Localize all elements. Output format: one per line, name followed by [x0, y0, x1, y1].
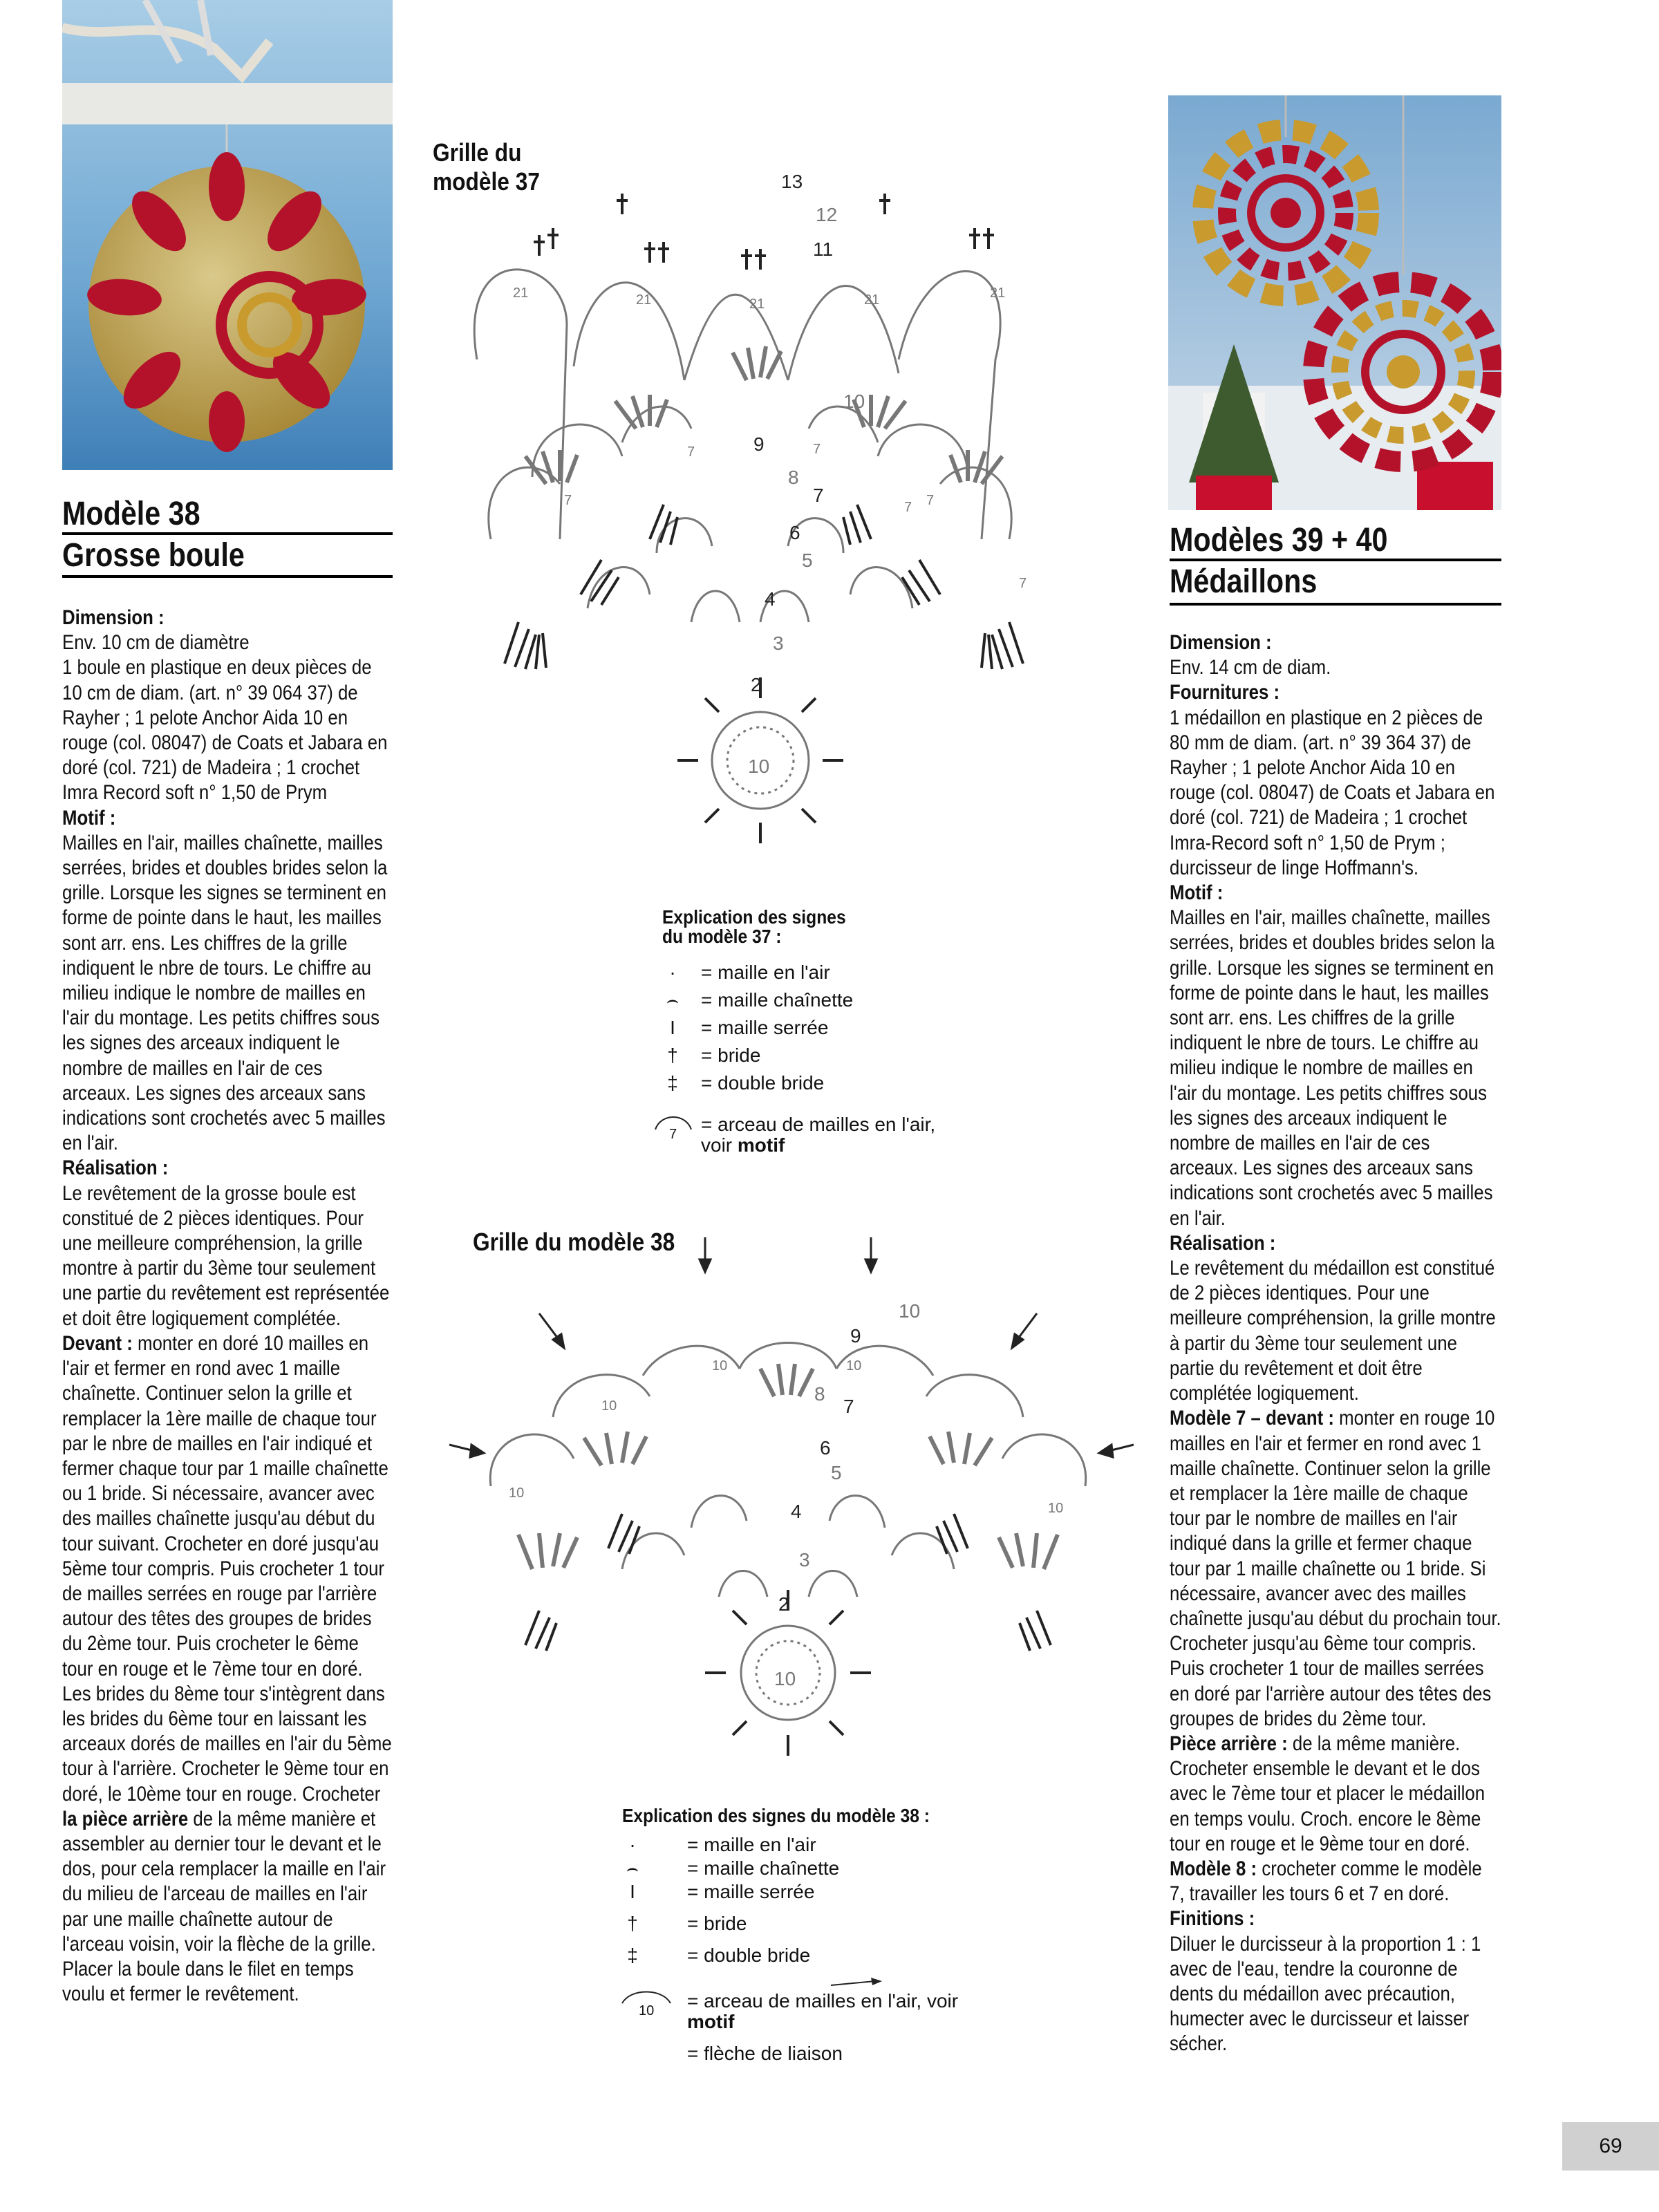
- legend38-text: = maille chaînette: [687, 1857, 840, 1879]
- grid37-round-3: 3: [773, 632, 784, 654]
- instruction-paragraph: [62, 1331, 393, 1807]
- instruction-text: monter en rouge 10 mailles en l'air et fermer en rond avec 1 maille chaînette. Continuer selon la grille et remplacer la 1ère maille de chaque tour par le nombre de mailles en l'air indiqué dans la grille et fermer chaque tour par 1 maille chaînette ou 1 bride. Si nécessaire, avancer avec des mailles chaînette jusqu'au début du prochain tour. Crocheter jusqu'au 6ème tour compris. Puis crocheter 1 tour de mailles serrées en doré par l'arrière autour des têtes des groupes de brides du 2ème tour.: [1170, 1407, 1501, 1730]
- legend37-text: = maille en l'air: [701, 962, 830, 983]
- instruction-text: Diluer le durcisseur à la proportion 1 : 1 avec de l'eau, tendre la couronne de dents du médaillon avec précaution, humecter avec le durcisseur et laisser sécher.: [1170, 1932, 1481, 2056]
- instruction-text: 1 boule en plastique en deux pièces de 10 cm de diam. (art. n° 39 064 37) de Rayher ; 1 pelote Anchor Aida 10 en rouge (col. 08047) de Coats et Jabara en doré (col. 721) de Madeira ; 1 crochet Imra Record soft n° 1,50 de Prym: [62, 656, 388, 805]
- grid37-title-line1: Grille du: [433, 138, 522, 167]
- instruction-label: Dimension :: [62, 606, 165, 629]
- grid38-round-9: 9: [850, 1325, 861, 1347]
- legend37-text: = maille chaînette: [701, 989, 854, 1011]
- grid37-arch-label: 7: [813, 442, 821, 457]
- model38-title-line1: Modèle 38: [62, 496, 200, 532]
- instruction-paragraph: [1170, 1932, 1501, 2057]
- title-rule: [62, 532, 393, 535]
- double-crochet-icon: †: [627, 1913, 638, 1934]
- instruction-label: Motif :: [1170, 881, 1224, 905]
- connection-arrow-icon: [830, 1977, 885, 1991]
- grid38-arch-label: 10: [712, 1358, 728, 1374]
- instruction-paragraph: [1170, 1857, 1501, 1906]
- instruction-label: Modèle 8 :: [1170, 1857, 1257, 1880]
- grid37-arch-label: 7: [926, 493, 935, 508]
- grid37-arch-label: 7: [904, 500, 912, 515]
- grid37-title-line2: modèle 37: [433, 167, 540, 196]
- legend37-heading-line2: du modèle 37 :: [662, 926, 782, 947]
- grid38-round-7: 7: [843, 1396, 854, 1417]
- instruction-text: 1 médaillon en plastique en 2 pièces de 80 mm de diam. (art. n° 39 364 37) de Rayher ; 1 pelote Anchor Aida 10 en rouge (col. 08047) de Coats et Jabara en doré (col. 721) de Madeira ; 1 crochet Imra-Record soft n° 1,50 de Prym ; durcisseur de linge Hoffmann's.: [1170, 706, 1495, 879]
- grid37-round-13: 13: [781, 171, 803, 192]
- legend38-text: = flèche de liaison: [687, 2043, 843, 2064]
- instruction-text: Le revêtement du médaillon est constitué de 2 pièces identiques. Pour une meilleure compréhension, la grille montre à partir du 3ème tour seulement une partie du revêtement et doit être complétée logiquement.: [1170, 1257, 1496, 1405]
- legend38-text-bold: motif: [687, 2011, 735, 2032]
- legend37-text-line2: [701, 1134, 785, 1157]
- slip-stitch-icon: ⌢: [626, 1857, 639, 1879]
- legend37-text-bold: motif: [737, 1134, 785, 1156]
- instruction-paragraph: [1170, 1906, 1501, 1931]
- legend37-text-plain: voir: [701, 1134, 738, 1156]
- legend38: [622, 1804, 1051, 2081]
- treble-crochet-icon: ‡: [627, 1944, 638, 1966]
- title-rule: [1170, 603, 1501, 606]
- instruction-paragraph: [1170, 1256, 1501, 1406]
- legend37-text: = bride: [701, 1044, 761, 1066]
- chain-stitch-icon: ·: [669, 962, 676, 983]
- model39-40-instructions: [1170, 630, 1501, 2057]
- instruction-paragraph: [1170, 630, 1501, 655]
- chain-stitch-icon: ·: [629, 1834, 636, 1855]
- legend37-arch-count: 7: [669, 1127, 677, 1142]
- instruction-text: de la même manière et assembler au dernier tour le devant et le dos, pour cela remplacer la maille en l'air du milieu de l'arceau de mailles en l'air par une maille chaînette autour de l'arceau voisin, voir la flèche de la grille. Placer la boule dans le filet en temps voulu et fermer le revêtement.: [62, 1807, 386, 2006]
- grid37-round-10: 10: [843, 391, 865, 412]
- legend38-text: = arceau de mailles en l'air, voir: [687, 1990, 959, 2012]
- grid38-arch-label: 10: [601, 1398, 617, 1414]
- instruction-label: Réalisation :: [62, 1156, 169, 1180]
- instruction-label: Finitions :: [1170, 1907, 1255, 1931]
- instruction-text: monter en doré 10 mailles en l'air et fermer en rond avec 1 maille chaînette. Continuer selon la grille et remplacer la 1ère maille de chaque tour par le nbre de mailles en l'air indiqué et fermer chaque tour par 1 maille chaînette ou 1 bride. Si nécessaire, avancer avec des mailles chaînette jusqu'au début du tour suivant. Crocheter en doré jusqu'au 5ème tour compris. Puis crocheter 1 tour de mailles serrées en rouge par l'arrière autour des têtes des groupes de brides du 2ème tour. Puis crocheter le 6ème tour en rouge et le 7ème tour en doré. Les brides du 8ème tour s'intègrent dans les brides du 6ème tour en laissant les arceaux dorés de mailles en l'air du 5ème tour à l'arrière. Crocheter le 9ème tour en doré, le 10ème tour en rouge. Crocheter: [62, 1331, 392, 1806]
- model38-title: [62, 494, 395, 577]
- instruction-label: Dimension :: [1170, 631, 1272, 654]
- grid38-round-5: 5: [831, 1462, 842, 1483]
- legend38-text: = double bride: [687, 1944, 811, 1966]
- grid37-round-6: 6: [789, 522, 800, 543]
- instruction-label: Modèle 7 – devant :: [1170, 1407, 1335, 1430]
- instruction-label: Pièce arrière :: [1170, 1732, 1288, 1755]
- model39-40-title-line2: Médaillons: [1170, 563, 1318, 600]
- legend38-text: = maille en l'air: [687, 1834, 816, 1855]
- ball-photo: [62, 0, 393, 470]
- page-number: 69: [1562, 2122, 1659, 2171]
- title-rule: [62, 575, 393, 578]
- instruction-paragraph: [1170, 1406, 1501, 1732]
- single-crochet-icon: I: [630, 1881, 635, 1902]
- grid37-arch-label: 21: [864, 292, 880, 308]
- grid37-arch-label: 21: [513, 285, 529, 301]
- instruction-paragraph: [1170, 906, 1501, 1231]
- instruction-paragraph: [1170, 881, 1501, 906]
- model39-40-title-line1: Modèles 39 + 40: [1170, 522, 1388, 559]
- grid37-round-5: 5: [802, 550, 813, 571]
- instruction-label: Réalisation :: [1170, 1231, 1276, 1255]
- grid37-arch-label: 21: [990, 285, 1006, 301]
- model38-instructions: [62, 606, 393, 2007]
- grid38-arch-label: 10: [846, 1358, 862, 1374]
- grid38-center-count: 10: [774, 1668, 796, 1689]
- legend37-text: = arceau de mailles en l'air,: [701, 1114, 936, 1135]
- grid38-round-4: 4: [791, 1501, 802, 1522]
- instruction-paragraph: [62, 1807, 393, 2007]
- instruction-paragraph: [62, 806, 393, 831]
- instruction-paragraph: [62, 630, 393, 655]
- legend38-heading: Explication des signes du modèle 38 :: [622, 1805, 930, 1826]
- grid37-arch-label: 21: [749, 297, 765, 312]
- legend37-text: = double bride: [701, 1072, 825, 1094]
- grid37-arch-label: 7: [1019, 576, 1027, 591]
- instruction-text: Mailles en l'air, mailles chaînette, mailles serrées, brides et doubles brides selon la grille. Lorsque les signes se terminent en forme de pointe dans le haut, les mailles sont arr. ens. Les chiffres de la grille indiquent le nbre de tours. Le chiffre au milieu indique le nombre de mailles en l'air du montage. Les petits chiffres sous les signes des arceaux indiquent le nombre de mailles en l'air de ces arceaux. Les signes des arceaux sans indications sont crochetés avec 5 mailles en l'air.: [1170, 906, 1495, 1230]
- grid37-arch-label: 7: [687, 444, 695, 460]
- grid38-round-10: 10: [899, 1300, 921, 1322]
- grid37-round-7: 7: [813, 485, 824, 506]
- grid37-round-12: 12: [816, 204, 838, 225]
- instruction-paragraph: [1170, 1732, 1501, 1857]
- instruction-text: de la même manière. Crocheter ensemble le devant et le dos avec le 7ème tour et placer le médaillon en temps voulu. Croch. encore le 8ème tour en rouge et le 9ème tour en doré.: [1170, 1732, 1485, 1855]
- model38-title-line2: Grosse boule: [62, 537, 245, 574]
- instruction-label: Motif :: [62, 806, 116, 830]
- grid37-round-9: 9: [753, 433, 765, 455]
- grid37-arch-label: 7: [564, 493, 572, 508]
- slip-stitch-icon: ⌢: [666, 989, 679, 1011]
- grid37-round-8: 8: [788, 467, 799, 488]
- title-rule: [1170, 559, 1501, 561]
- grid38-round-2: 2: [778, 1593, 789, 1615]
- instruction-text: Env. 10 cm de diamètre: [62, 631, 250, 655]
- instruction-paragraph: [62, 606, 393, 630]
- medallions-photo: [1168, 95, 1501, 510]
- grid37-center-count: 10: [748, 756, 770, 777]
- model39-40-title: [1170, 520, 1503, 603]
- double-crochet-icon: †: [667, 1044, 678, 1066]
- instruction-text: Mailles en l'air, mailles chaînette, mailles serrées, brides et doubles brides selon la grille. Lorsque les signes se terminent en forme de pointe dans le haut, les mailles sont arr. ens. Les chiffres de la grille indiquent le nbre de tours. Le chiffre au milieu indique le nombre de mailles en l'air du montage. Les petits chiffres sous les signes des arceaux indiquent le nombre de mailles en l'air de ces arceaux. Les signes des arceaux sans indications sont crochetés avec 5 mailles en l'air.: [62, 831, 388, 1155]
- instruction-paragraph: [62, 1156, 393, 1181]
- grid38-title: Grille du modèle 38: [473, 1228, 675, 1256]
- instruction-paragraph: [62, 831, 393, 1156]
- grid38-round-3: 3: [799, 1549, 810, 1571]
- instruction-paragraph: [62, 655, 393, 805]
- legend37-text: = maille serrée: [701, 1017, 829, 1038]
- instruction-paragraph: [1170, 680, 1501, 705]
- grid38-arch-label: 10: [1048, 1501, 1064, 1516]
- instruction-paragraph: [1170, 1231, 1501, 1256]
- grid37-round-11: 11: [813, 238, 834, 260]
- treble-crochet-icon: ‡: [667, 1072, 678, 1094]
- instruction-text: Le revêtement de la grosse boule est constitué de 2 pièces identiques. Pour une meilleure compréhension, la grille montre à partir du 3ème tour seulement une partie du revêtement est représentée et doit être logiquement complétée.: [62, 1181, 390, 1330]
- legend37: [662, 906, 1022, 1168]
- instruction-label: la pièce arrière: [62, 1807, 189, 1830]
- grid38-round-8: 8: [814, 1383, 825, 1405]
- grid37-arch-label: 21: [636, 292, 652, 308]
- instruction-label: Fournitures :: [1170, 681, 1280, 704]
- grid37-round-4: 4: [765, 588, 776, 610]
- grid38-arch-label: 10: [509, 1485, 525, 1501]
- grid38-round-6: 6: [820, 1437, 831, 1459]
- instruction-text: Env. 14 cm de diam.: [1170, 656, 1331, 679]
- single-crochet-icon: I: [670, 1017, 675, 1038]
- instruction-label: Devant :: [62, 1331, 133, 1355]
- legend38-text: = bride: [687, 1913, 747, 1934]
- instruction-text: crocheter comme le modèle 7, travailler les tours 6 et 7 en doré.: [1170, 1857, 1482, 1906]
- legend38-text: = maille serrée: [687, 1881, 815, 1902]
- legend38-arch-count: 10: [639, 2003, 655, 2018]
- instruction-paragraph: [1170, 706, 1501, 881]
- instruction-paragraph: [62, 1181, 393, 1331]
- grid37-diagram: [429, 152, 1134, 885]
- legend37-heading-line1: Explication des signes: [662, 906, 846, 928]
- grid37-round-2: 2: [751, 674, 762, 695]
- grid38-diagram: [442, 1237, 1161, 1846]
- instruction-paragraph: [1170, 655, 1501, 680]
